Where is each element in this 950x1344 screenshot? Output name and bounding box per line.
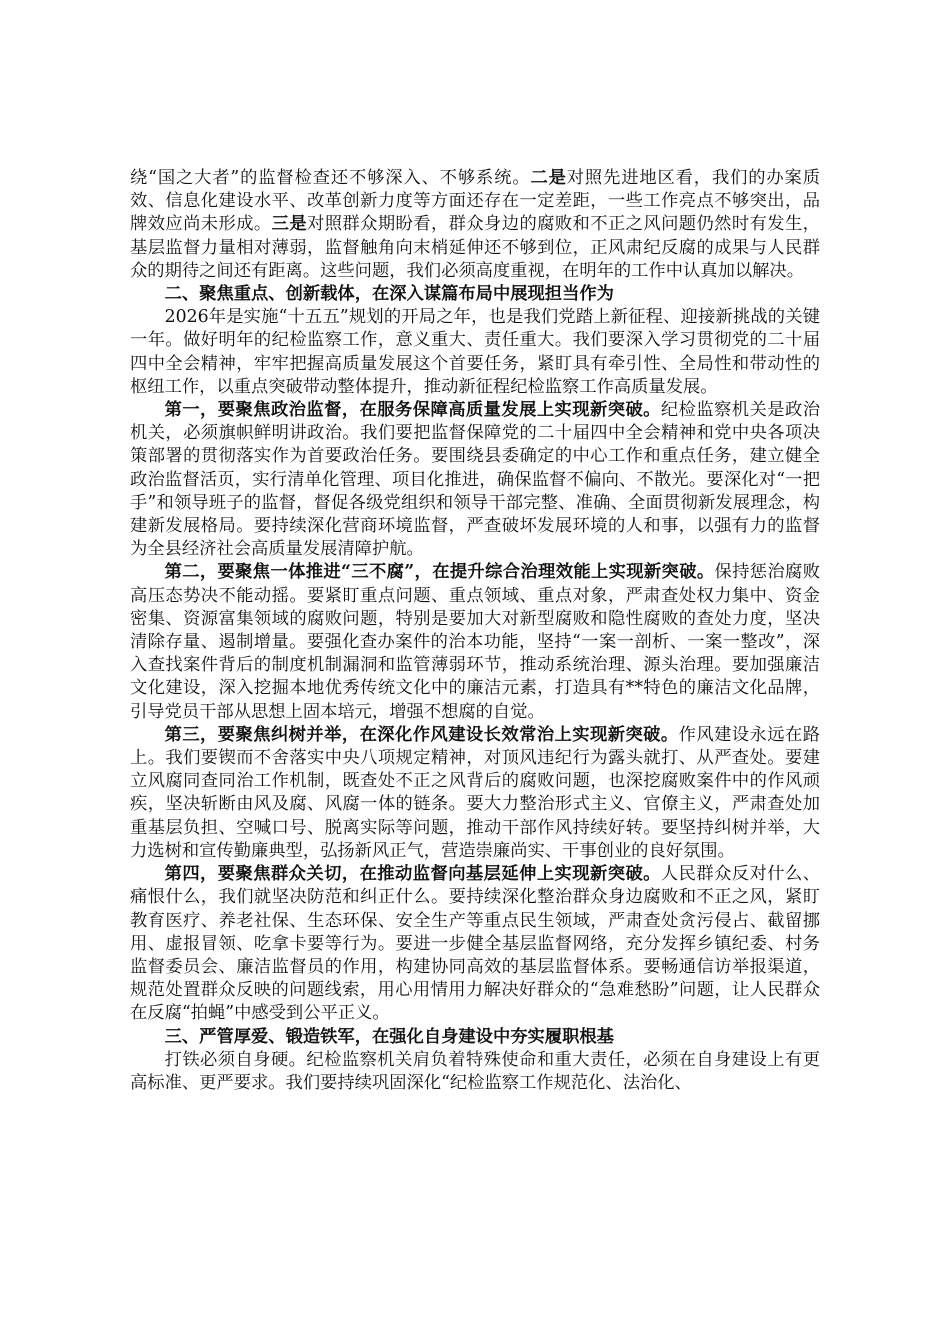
paragraph-2026: 2026年是实施“十五五”规划的开局之年，也是我们党踏上新征程、迎接新挑战的关键一年。做好明年的纪检监察工作，意义重大、责任重大。我们要深入学习贯彻党的二十届四中全会精神，牢牢把握高质量发展这个首要任务，紧盯具有牵引性、全局性和带动性的枢纽工作，以重点突破带动整体提升，推动新征程纪检监察工作高质量发展。	[130, 307, 820, 397]
paragraph-second	[130, 561, 820, 723]
paragraph-first	[130, 399, 820, 561]
bold-lead: 第二，要聚焦一体推进“三不腐”，在提升综合治理效能上实现新突破。	[164, 562, 715, 583]
paragraph-text: 保持惩治腐败高压态势决不能动摇。要紧盯重点问题、重点领域、重点对象，严肃查处权力集中、资金密集、资源富集领域的腐败问题，特别是要加大对新型腐败和隐性腐败的查处力度，坚决清除存量、遏制增量。要强化查办案件的治本功能，坚持“一案一剖析、一案一整改”，深入查找案件背后的制度机制漏洞和监管薄弱环节，推动系统治理、源头治理。要加强廉洁文化建设，深入挖掘本地优秀传统文化中的廉洁元素，打造具有**特色的廉洁文化品牌，引导党员干部从思想上固本培元，增强不想腐的自觉。	[130, 562, 820, 722]
paragraph-text: 纪检监察机关是政治机关，必须旗帜鲜明讲政治。我们要把监督保障党的二十届四中全会精神和党中央各项决策部署的贯彻落实作为首要政治任务。要围绕县委确定的中心工作和重点任务，建立健全政治监督活页，实行清单化管理、项目化推进，确保监督不偏向、不散光。要深化对“一把手”和领导班子的监督，督促各级党组织和领导干部完整、准确、全面贯彻新发展理念，构建新发展格局。要持续深化营商环境监督，严查破坏发展环境的人和事，以强有力的监督为全县经济社会高质量发展清障护航。	[130, 400, 820, 560]
document-body	[130, 167, 820, 1095]
section-heading-2: 二、聚焦重点、创新载体，在深入谋篇布局中展现担当作为	[164, 284, 614, 305]
paragraph-text: 对照先进地区看，我们的办案质效、信息化建设水平、改革创新力度等方面还存在一定差距，一些工作亮点不够突出，品牌效应尚未形成。	[130, 168, 820, 235]
bold-lead: 三是	[271, 214, 308, 235]
bold-lead: 二是	[530, 168, 567, 188]
bold-lead: 第四，要聚焦群众关切，在推动监督向基层延伸上实现新突破。	[164, 864, 661, 885]
paragraph-text: 对照群众期盼看，群众身边的腐败和不正之风问题仍然时有发生，基层监督力量相对薄弱，监督触角向末梢延伸还不够到位，正风肃纪反腐的成果与人民群众的期待之间还有距离。这些问题，我们必须高度重视，在明年的工作中认真加以解决。	[130, 214, 820, 281]
paragraph-intro	[130, 167, 820, 283]
paragraph-text: 人民群众反对什么、痛恨什么，我们就坚决防范和纠正什么。要持续深化整治群众身边腐败和不正之风，紧盯教育医疗、养老社保、生态环保、安全生产等重点民生领域，严肃查处贪污侵占、截留挪用、虚报冒领、吃拿卡要等行为。要进一步健全基层监督网络，充分发挥乡镇纪委、村务监督委员会、廉洁监督员的作用，构建协同高效的基层监督体系。要畅通信访举报渠道，规范处置群众反映的问题线索，用心用情用力解决好群众的“急难愁盼”问题，让人民群众在反腐“拍蝇”中感受到公平正义。	[130, 864, 820, 1024]
paragraph-last: 打铁必须自身硬。纪检监察机关肩负着特殊使命和重大责任，必须在自身建设上有更高标准、更严要求。我们要持续巩固深化“纪检监察工作规范化、法治化、	[130, 1049, 820, 1093]
paragraph-text: 作风建设永远在路上。我们要锲而不舍落实中央八项规定精神，对顶风违纪行为露头就打、从严查处。要建立风腐同查同治工作机制，既查处不正之风背后的腐败问题，也深挖腐败案件中的作风顽疾，坚决斩断由风及腐、风腐一体的链条。要大力整治形式主义、官僚主义，严肃查处加重基层负担、空喊口号、脱离实际等问题，推动干部作风持续好转。要坚持纠树并举，大力选树和宣传勤廉典型，弘扬新风正气，营造崇廉尚实、干事创业的良好氛围。	[130, 724, 820, 861]
bold-lead: 第一，要聚焦政治监督，在服务保障高质量发展上实现新突破。	[164, 400, 661, 421]
section-heading-3: 三、严管厚爱、锻造铁军，在强化自身建设中夯实履职根基	[164, 1026, 614, 1047]
paragraph-third	[130, 724, 820, 863]
paragraph-fourth	[130, 863, 820, 1025]
paragraph-text: 绕“国之大者”的监督检查还不够深入、不够系统。	[130, 168, 531, 188]
bold-lead: 第三，要聚焦纠树并举，在深化作风建设长效常治上实现新突破。	[164, 724, 679, 745]
